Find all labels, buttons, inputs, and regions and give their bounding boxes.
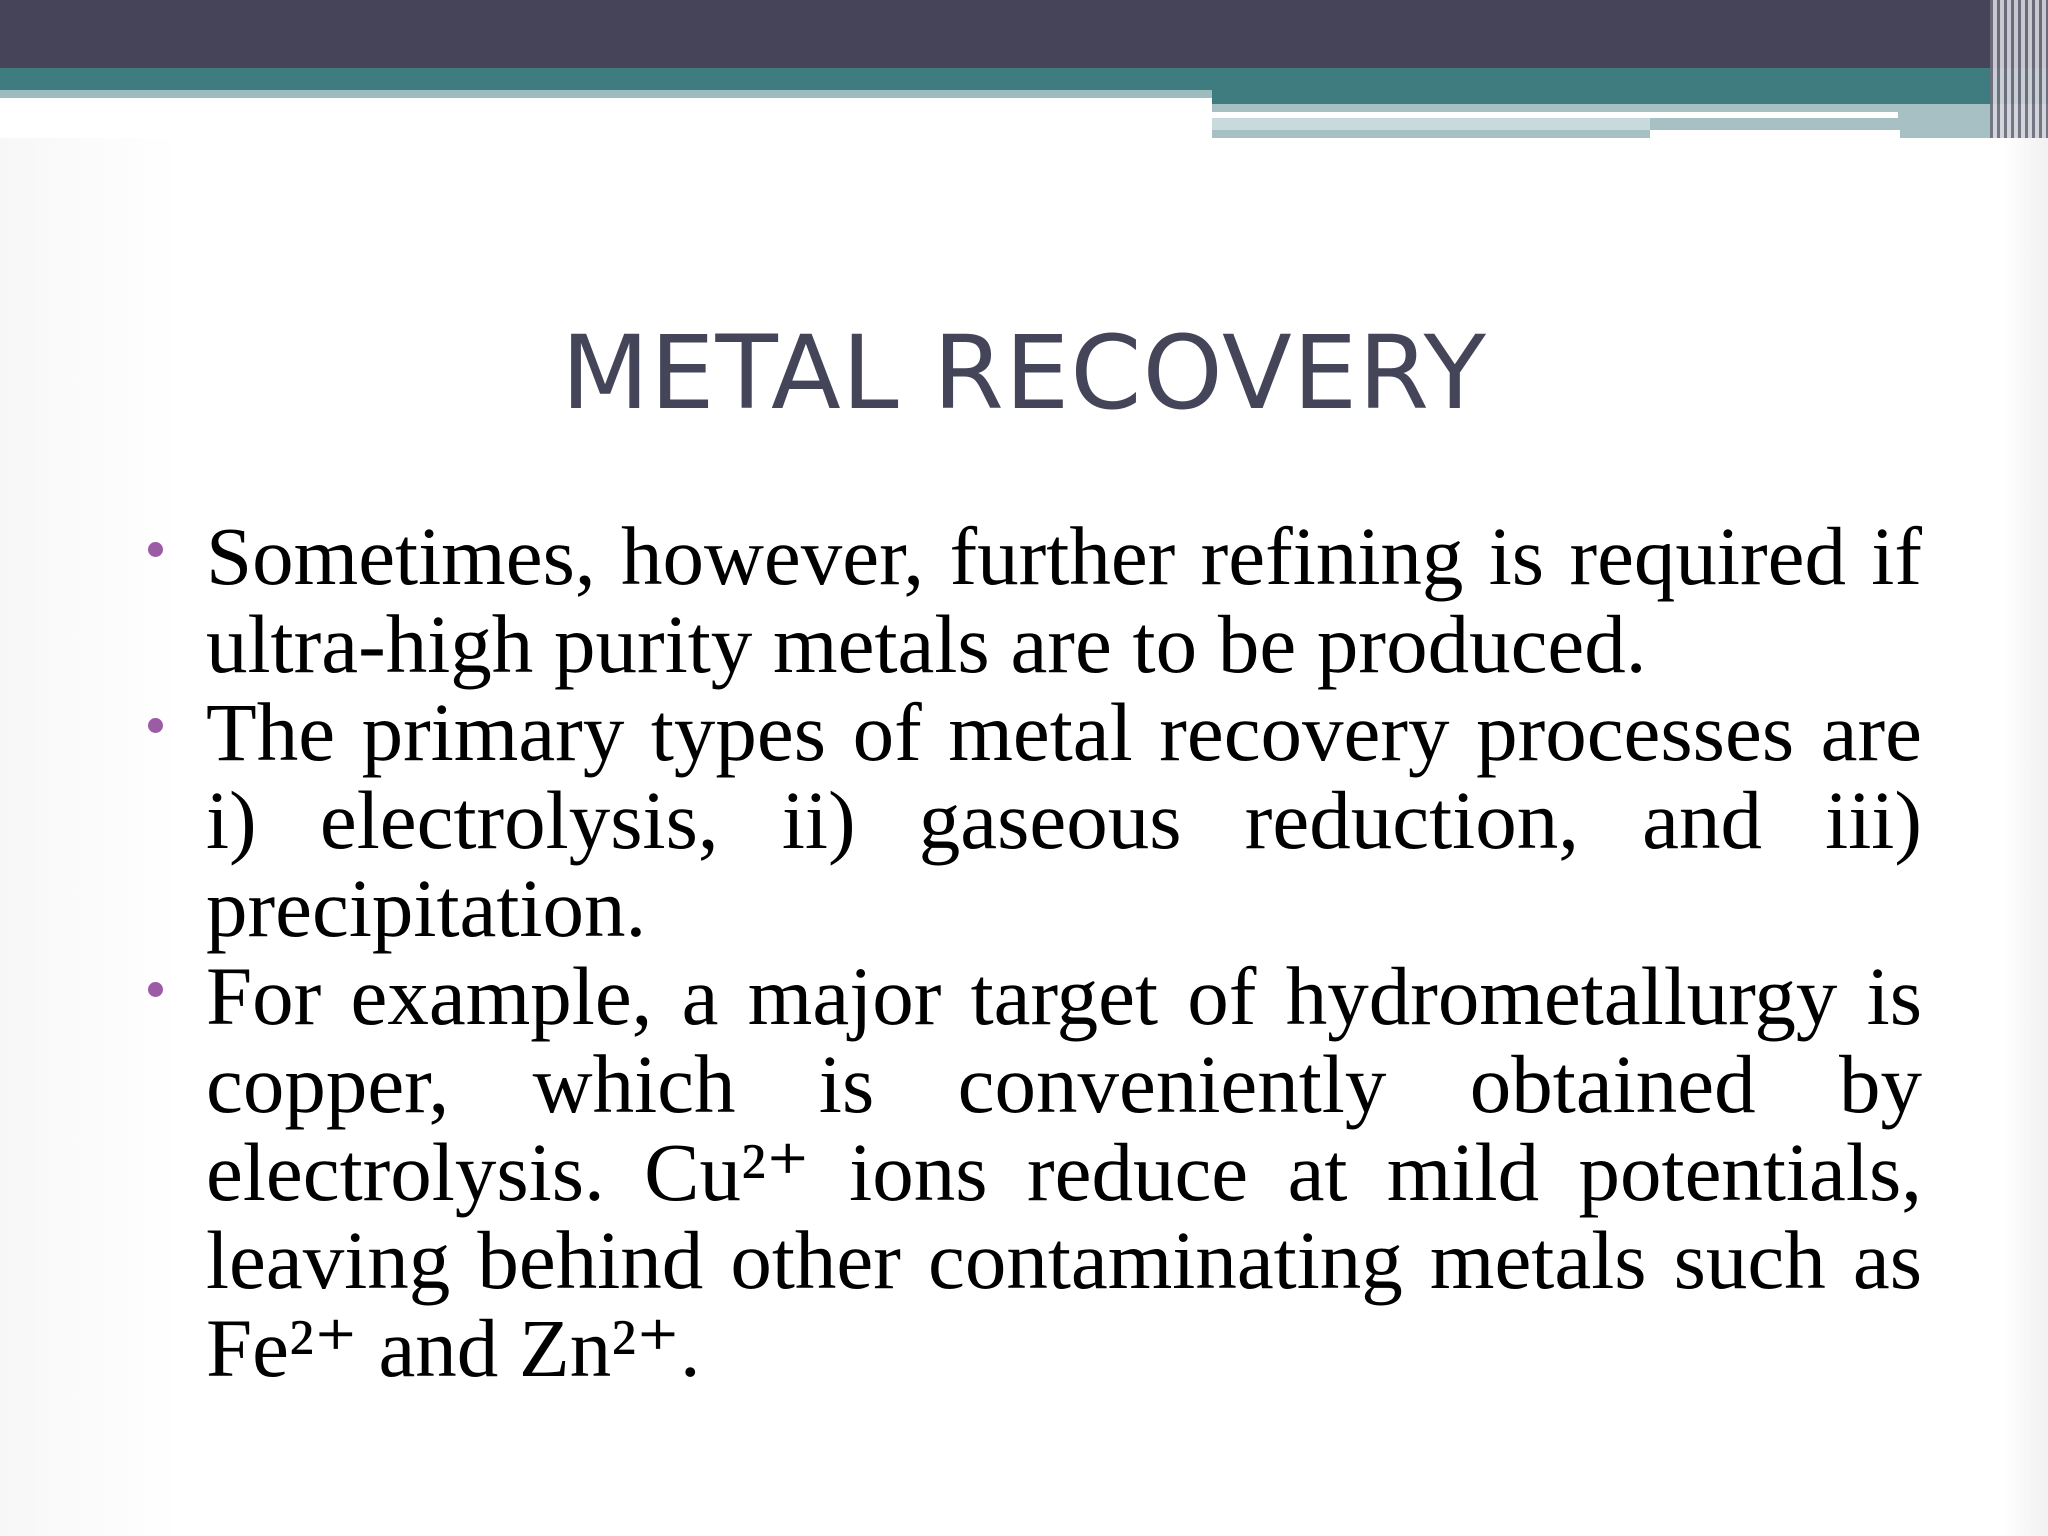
bullet-item (148, 512, 1922, 688)
bullet-text: Sometimes, however, further refining is required if ultra-high purity metals are to be produced. (206, 510, 1922, 690)
header-bar-teal (0, 68, 2048, 90)
bullet-item (148, 688, 1922, 952)
bullet-dot-icon (148, 982, 163, 997)
header-bar-teal-light (0, 90, 1212, 98)
bullet-dot-icon (148, 542, 163, 557)
header-bar-white-line-2 (1650, 130, 1900, 138)
header-bar-right-block (1212, 90, 2048, 104)
header-bar-right-pale (1212, 118, 1650, 130)
bullet-list (148, 512, 1922, 1392)
header-edge-stripes (1990, 0, 2048, 138)
bullet-item (148, 952, 1922, 1392)
slide-title: METAL RECOVERY (561, 314, 1487, 433)
header-bar-white-line (1212, 112, 1898, 118)
header-bar-dark (0, 0, 2048, 68)
bullet-dot-icon (148, 718, 163, 733)
bullet-text: For example, a major target of hydrometallurgy is copper, which is conveniently obtained by electrolysis. Cu²⁺ ions reduce at mild potentials, leaving behind other contaminating metals such as Fe²⁺ and Zn²⁺. (206, 950, 1922, 1394)
bullet-text: The primary types of metal recovery processes are i) electrolysis, ii) gaseous reduction, and iii) precipitation. (206, 686, 1922, 954)
